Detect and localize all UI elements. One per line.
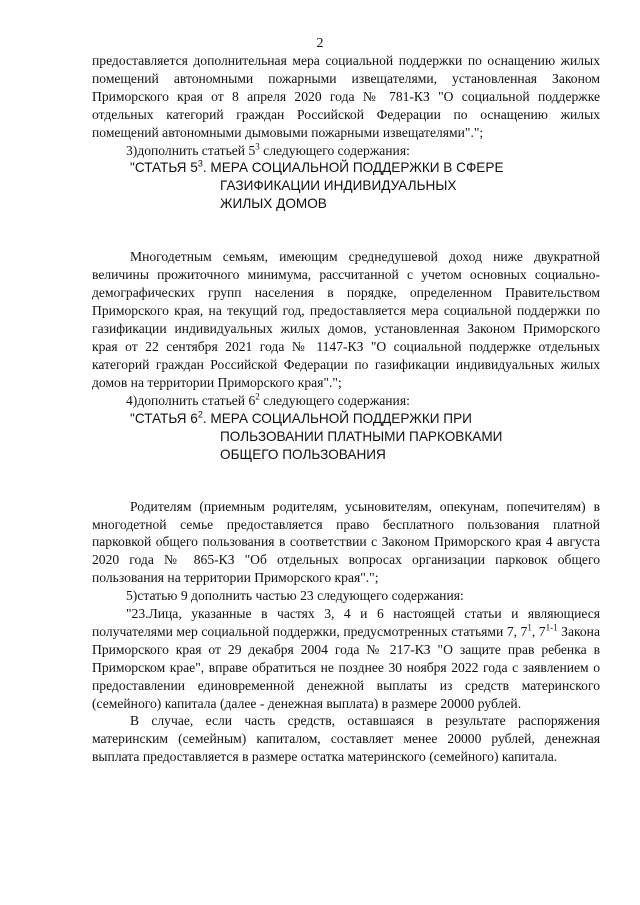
heading-line: "СТАТЬЯ $5^3$. МЕРА СОЦИАЛЬНОЙ ПОДДЕРЖКИ В СФЕРЕ xyxy=(130,158,504,176)
item-3: 3)дополнить статьей $5^3$ следующего содержания: xyxy=(126,141,410,158)
heading-line: ЖИЛЫХ ДОМОВ xyxy=(220,196,327,212)
article-heading-6-2 xyxy=(92,410,600,464)
paragraph-1: предоставляется дополнительная мера социальной поддержки по оснащению жилых помещений автономными пожарными извещателями, установленная Законом Приморского края от 8 апреля 2020 года № 781-КЗ "О социальной поддержке отдельных категорий граждан Российской Федерации по оснащению жилых помещений автономными дымовыми пожарными извещателями"."; xyxy=(92,53,600,140)
heading-line: ПОЛЬЗОВАНИИ ПЛАТНЫМИ ПАРКОВКАМИ xyxy=(220,428,503,444)
page-number: 2 xyxy=(316,36,324,51)
paragraph-2: Многодетным семьям, имеющим среднедушевой доход ниже двукратной величины прожиточного минимума, рассчитанной с учетом основных социально-демографических групп населения в порядке, определенном Правительством Приморского края, на текущий год, предоставляется мера социальной поддержки по газификации индивидуальных жилых домов, установленная Законом Приморского края от 22 сентября 2021 года № 1147-КЗ "О социальной поддержке отдельных категорий граждан Российской Федерации по газификации индивидуальных жилых домов на территории Приморского края"."; xyxy=(92,249,600,390)
item-4: 4)дополнить статьей $6^2$ следующего содержания: xyxy=(126,391,410,408)
paragraph-3: Родителям (приемным родителям, усыновителям, опекунам, попечителям) в многодетной семье предоставляется право бесплатного пользования платной парковкой общего пользования в соответствии с Законом Приморского края 4 августа 2020 года № 865-КЗ "Об отдельных вопросах организации парковок общего пользования на территории Приморского края"."; xyxy=(92,498,600,586)
document-body xyxy=(92,52,600,766)
paragraph-5: В случае, если часть средств, оставшаяся в результате распоряжения материнским (семейным) капиталом, составляет менее 20000 рублей, денежная выплата предоставляется в размере остатка материнского (семейного) капитала. xyxy=(92,713,600,765)
heading-line: ОБЩЕГО ПОЛЬЗОВАНИЯ xyxy=(220,446,386,462)
heading-line: "СТАТЬЯ $6^2$. МЕРА СОЦИАЛЬНОЙ ПОДДЕРЖКИ ПРИ xyxy=(130,409,472,426)
item-5: 5)статью 9 дополнить частью 23 следующего содержания: xyxy=(126,588,464,604)
paragraph-4: "23.Лица, указанные в частях 3, 4 и 6 настоящей статьи и являющиеся получателями мер социальной поддержки, предусмотренных статьями 7, $7^1$, 7$^{1-1}$ Закона Приморского края от 29 декабря 2004 года № 217-КЗ "О защите прав ребенка в Приморском крае", вправе обратиться не позднее 30 ноября 2022 года с заявлением о предоставлении единовременной денежной выплаты из средств материнского (семейного) капитала (далее - денежная выплата) в размере 20000 рублей. xyxy=(92,606,600,711)
heading-line: ГАЗИФИКАЦИИ ИНДИВИДУАЛЬНЫХ xyxy=(220,178,457,194)
article-heading-5-3 xyxy=(92,159,600,213)
